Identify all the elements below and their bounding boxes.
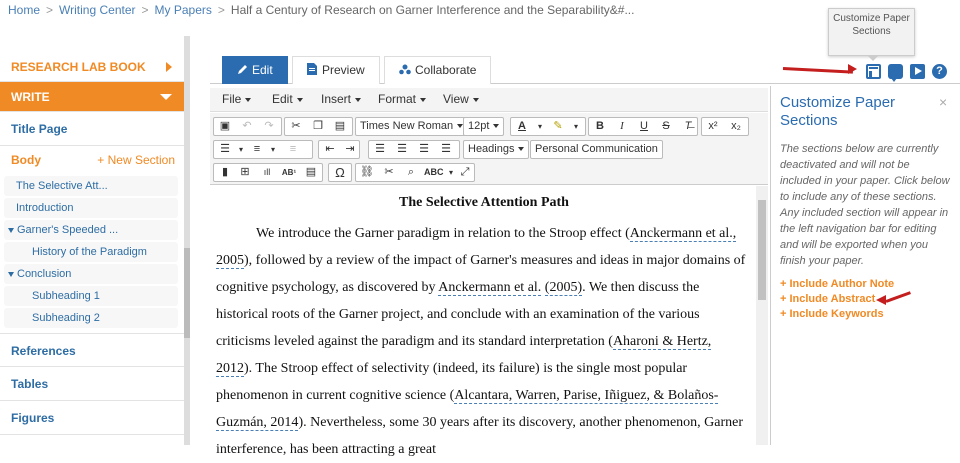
dropdown-caret-icon [355, 98, 361, 102]
clear-format-icon[interactable]: T̶ [684, 120, 692, 132]
document-scrollbar[interactable] [756, 186, 768, 445]
dropdown-caret-icon [518, 147, 524, 151]
dropdown-caret-icon [420, 98, 426, 102]
menu-format-label: Format [378, 92, 417, 106]
headings-label: Headings [468, 143, 515, 155]
tab-edit[interactable] [222, 56, 288, 84]
note-icon[interactable]: ▤ [305, 166, 317, 178]
document-heading: The Selective Attention Path [399, 195, 569, 210]
table-icon[interactable]: ⊞ [240, 166, 250, 178]
chart-icon[interactable]: ıll [263, 167, 271, 177]
unlink-icon[interactable]: ✂ [384, 166, 394, 178]
tooltip-text: Customize Paper Sections [833, 13, 910, 37]
tab-preview[interactable] [292, 56, 380, 84]
subitem-label: History of the Paradigm [32, 246, 147, 258]
document-paragraph [216, 220, 750, 463]
subitem-label: Subheading 2 [32, 312, 100, 324]
citation[interactable]: Anckermann et al. [438, 280, 542, 295]
breadcrumb-current: Half a Century of Research on Garner Interference and the Separability&#... [230, 3, 635, 17]
breadcrumb-my-papers[interactable]: My Papers [154, 3, 212, 17]
dropdown-caret-icon [493, 124, 499, 128]
dropdown-caret-icon[interactable]: ▾ [238, 145, 243, 154]
menu-file[interactable] [222, 92, 251, 106]
font-family-select[interactable] [355, 117, 468, 136]
underline-icon[interactable]: U [640, 120, 648, 132]
sidebar-subitem[interactable] [4, 220, 178, 240]
paragraph-text: . We then discuss the historical roots of the Garner project, and conclude with an examination of the various criticisms leveled against the paradigm and its standard interpretation ( [216, 280, 700, 349]
menu-edit-label: Edit [272, 92, 293, 106]
include-keywords-link[interactable]: + Include Keywords [780, 308, 884, 320]
bullet-list-icon[interactable]: ☰ [220, 143, 230, 155]
paragraph-text: ). The Stroop effect of selectivity (indeed, its failure) is the single most popular phenomenon in current cognitive science ( [216, 361, 688, 403]
users-icon [399, 64, 411, 75]
undo-icon[interactable]: ↶ [242, 120, 252, 132]
paste-icon[interactable]: ▤ [334, 120, 346, 132]
chevron-right-icon [166, 62, 172, 72]
align-center-icon[interactable]: ☰ [397, 143, 407, 155]
chevron-down-icon [160, 94, 172, 100]
subitem-label: Garner's Speeded ... [17, 224, 119, 236]
sidebar-subitem[interactable] [4, 264, 178, 284]
menu-insert-label: Insert [321, 92, 352, 106]
strikethrough-icon[interactable]: S [662, 120, 670, 132]
subitem-label: Subheading 1 [32, 290, 100, 302]
menu-insert[interactable] [321, 92, 361, 106]
menu-view[interactable] [443, 92, 479, 106]
omega-icon[interactable]: Ω [335, 165, 345, 180]
dropdown-caret-icon [297, 98, 303, 102]
close-icon[interactable]: × [939, 94, 948, 110]
customize-sections-icon[interactable] [866, 64, 881, 79]
document-scroll-thumb[interactable] [758, 200, 766, 300]
sidebar-item-body[interactable]: Body [11, 153, 41, 167]
sidebar-item-tables[interactable]: Tables [0, 367, 184, 401]
toolbar-group-history [213, 117, 282, 136]
menu-view-label: View [443, 92, 469, 106]
dropdown-caret-icon [473, 98, 479, 102]
citation[interactable]: Alcantara, Warren, Parise, Iñiguez, & Bolaños-Guzmán, 2014 [216, 388, 719, 430]
tab-preview-label: Preview [322, 63, 365, 77]
decrease-indent-icon[interactable]: ⇤ [325, 143, 335, 155]
sidebar-write[interactable] [0, 82, 184, 112]
panel-description: The sections below are currently deactivated and will not be included in your paper. Click below to include any of these sections. Any included section will appear in the left navigation bar for editing and will be exported when you finish your paper. [780, 143, 950, 267]
research-lab-book-label: RESEARCH LAB BOOK [11, 60, 146, 74]
toolbar-group-format [588, 117, 698, 136]
abbreviation-icon[interactable]: AB¹ [281, 168, 297, 177]
dropdown-caret-icon[interactable]: ▾ [573, 122, 578, 131]
toolbar-group-insert [213, 163, 323, 182]
paragraph-text: ), followed by a review of the impact of Garner's measures and ideas in major domains of cognitive psychology, as discovered by [216, 253, 746, 295]
toolbar-group-indent [318, 140, 360, 159]
font-family-value: Times New Roman [360, 120, 454, 132]
font-size-select[interactable] [463, 117, 504, 136]
font-size-value: 12pt [468, 120, 490, 132]
align-justify-icon[interactable]: ☰ [441, 143, 451, 155]
write-label: WRITE [11, 90, 50, 104]
dropdown-caret-icon[interactable]: ▾ [537, 122, 542, 131]
sidebar [0, 52, 184, 445]
caret-down-icon[interactable] [8, 228, 14, 233]
subitem-label: Introduction [16, 202, 74, 214]
toolbar-group-clipboard [284, 117, 353, 136]
help-icon[interactable]: ? [932, 64, 947, 79]
customize-tooltip [828, 8, 915, 56]
link-icon[interactable]: ⛓ [360, 166, 374, 178]
sidebar-scrollbar[interactable] [184, 36, 190, 445]
highlight-icon[interactable]: ✎ [553, 120, 563, 132]
sidebar-subitem[interactable] [4, 308, 178, 328]
sidebar-body-header [0, 146, 184, 174]
search-icon[interactable]: ⌕ [407, 166, 415, 178]
increase-indent-icon[interactable]: ⇥ [345, 143, 355, 155]
pencil-icon [237, 64, 248, 75]
toolbar-group-script [701, 117, 749, 136]
tab-collaborate-label: Collaborate [415, 63, 477, 77]
paragraph-text: We introduce the Garner paradigm in relation to the Stroop effect ( [256, 226, 630, 241]
personal-communication-label: Personal Communication [535, 143, 658, 155]
sidebar-item-figures[interactable]: Figures [0, 401, 184, 435]
toolbar-group-special [328, 163, 352, 182]
sidebar-item-references[interactable]: References [0, 333, 184, 367]
document-icon [307, 63, 317, 75]
sidebar-scroll-thumb[interactable] [184, 248, 190, 338]
headings-select[interactable] [463, 140, 529, 159]
panel-title: Customize Paper Sections [780, 94, 896, 129]
fullscreen-icon[interactable]: ⤢ [460, 166, 470, 178]
numbered-list-icon[interactable]: ≡ [253, 143, 261, 155]
citation[interactable]: (2005) [544, 280, 583, 295]
dropdown-caret-icon[interactable]: ▾ [448, 168, 453, 177]
citation[interactable]: Aharoni & Hertz, 2012 [216, 334, 712, 376]
caret-down-icon[interactable] [8, 272, 14, 277]
toolbar-group-lists [213, 140, 313, 159]
book-icon[interactable]: ▮ [221, 166, 229, 178]
tab-edit-label: Edit [252, 63, 273, 77]
breadcrumb-writing-center[interactable]: Writing Center [59, 3, 136, 17]
dropdown-caret-icon [245, 98, 251, 102]
subscript-icon[interactable]: x₂ [731, 120, 741, 132]
align-right-icon[interactable]: ☰ [419, 143, 429, 155]
comment-icon[interactable] [888, 64, 903, 79]
redo-icon[interactable]: ↷ [264, 120, 274, 132]
dropdown-caret-icon[interactable]: ▾ [270, 145, 275, 154]
sidebar-subitem[interactable] [4, 176, 178, 196]
toolbar-group-color [510, 117, 586, 136]
sidebar-subitem[interactable] [4, 242, 178, 262]
tab-collaborate[interactable] [384, 56, 491, 84]
video-icon[interactable] [910, 64, 925, 79]
personal-communication-button[interactable] [530, 140, 663, 159]
superscript-icon[interactable]: x² [708, 120, 718, 132]
sidebar-item-title-page[interactable]: Title Page [0, 112, 184, 146]
copy-icon[interactable]: ❐ [313, 120, 323, 132]
subitem-label: Conclusion [17, 268, 72, 280]
save-icon[interactable]: ▣ [219, 120, 231, 132]
outdent-icon[interactable]: ≡ [289, 143, 297, 155]
text-color-icon[interactable]: A [518, 120, 526, 132]
editor-toolbar [210, 113, 768, 185]
italic-icon[interactable]: I [620, 120, 624, 132]
cut-icon[interactable]: ✂ [291, 120, 301, 132]
toolbar-group-link [355, 163, 475, 182]
menu-format[interactable] [378, 92, 426, 106]
breadcrumb-home[interactable]: Home [8, 3, 41, 17]
include-abstract-link[interactable]: + Include Abstract [780, 293, 876, 305]
bold-icon[interactable]: B [596, 120, 604, 132]
new-section-button[interactable]: + New Section [97, 153, 175, 167]
breadcrumb: Home > Writing Center > My Papers > Half a Century of Research on Garner Interference and the Separability&#... [8, 3, 635, 17]
citation[interactable]: Anckermann et al., 2005 [216, 226, 737, 268]
sidebar-research-lab-book[interactable] [0, 52, 184, 82]
align-left-icon[interactable]: ☰ [375, 143, 385, 155]
subitem-label: The Selective Att... [16, 180, 108, 192]
document-editor[interactable] [210, 186, 758, 457]
toolbar-group-align [368, 140, 460, 159]
sidebar-subitem[interactable] [4, 286, 178, 306]
annotation-arrowhead [848, 64, 857, 74]
spellcheck-icon[interactable]: ABC [424, 167, 444, 177]
menu-edit[interactable] [272, 92, 303, 106]
sidebar-subitem[interactable] [4, 198, 178, 218]
annotation-arrowhead [876, 295, 886, 305]
customize-sections-panel [770, 86, 960, 445]
editor-menubar [210, 88, 768, 112]
menu-file-label: File [222, 92, 242, 106]
include-author-note-link[interactable]: + Include Author Note [780, 278, 895, 290]
paragraph-text: ). Nevertheless, some 30 years after its discovery, another phenomenon, Garner interference, has been attracting a great [216, 415, 744, 457]
